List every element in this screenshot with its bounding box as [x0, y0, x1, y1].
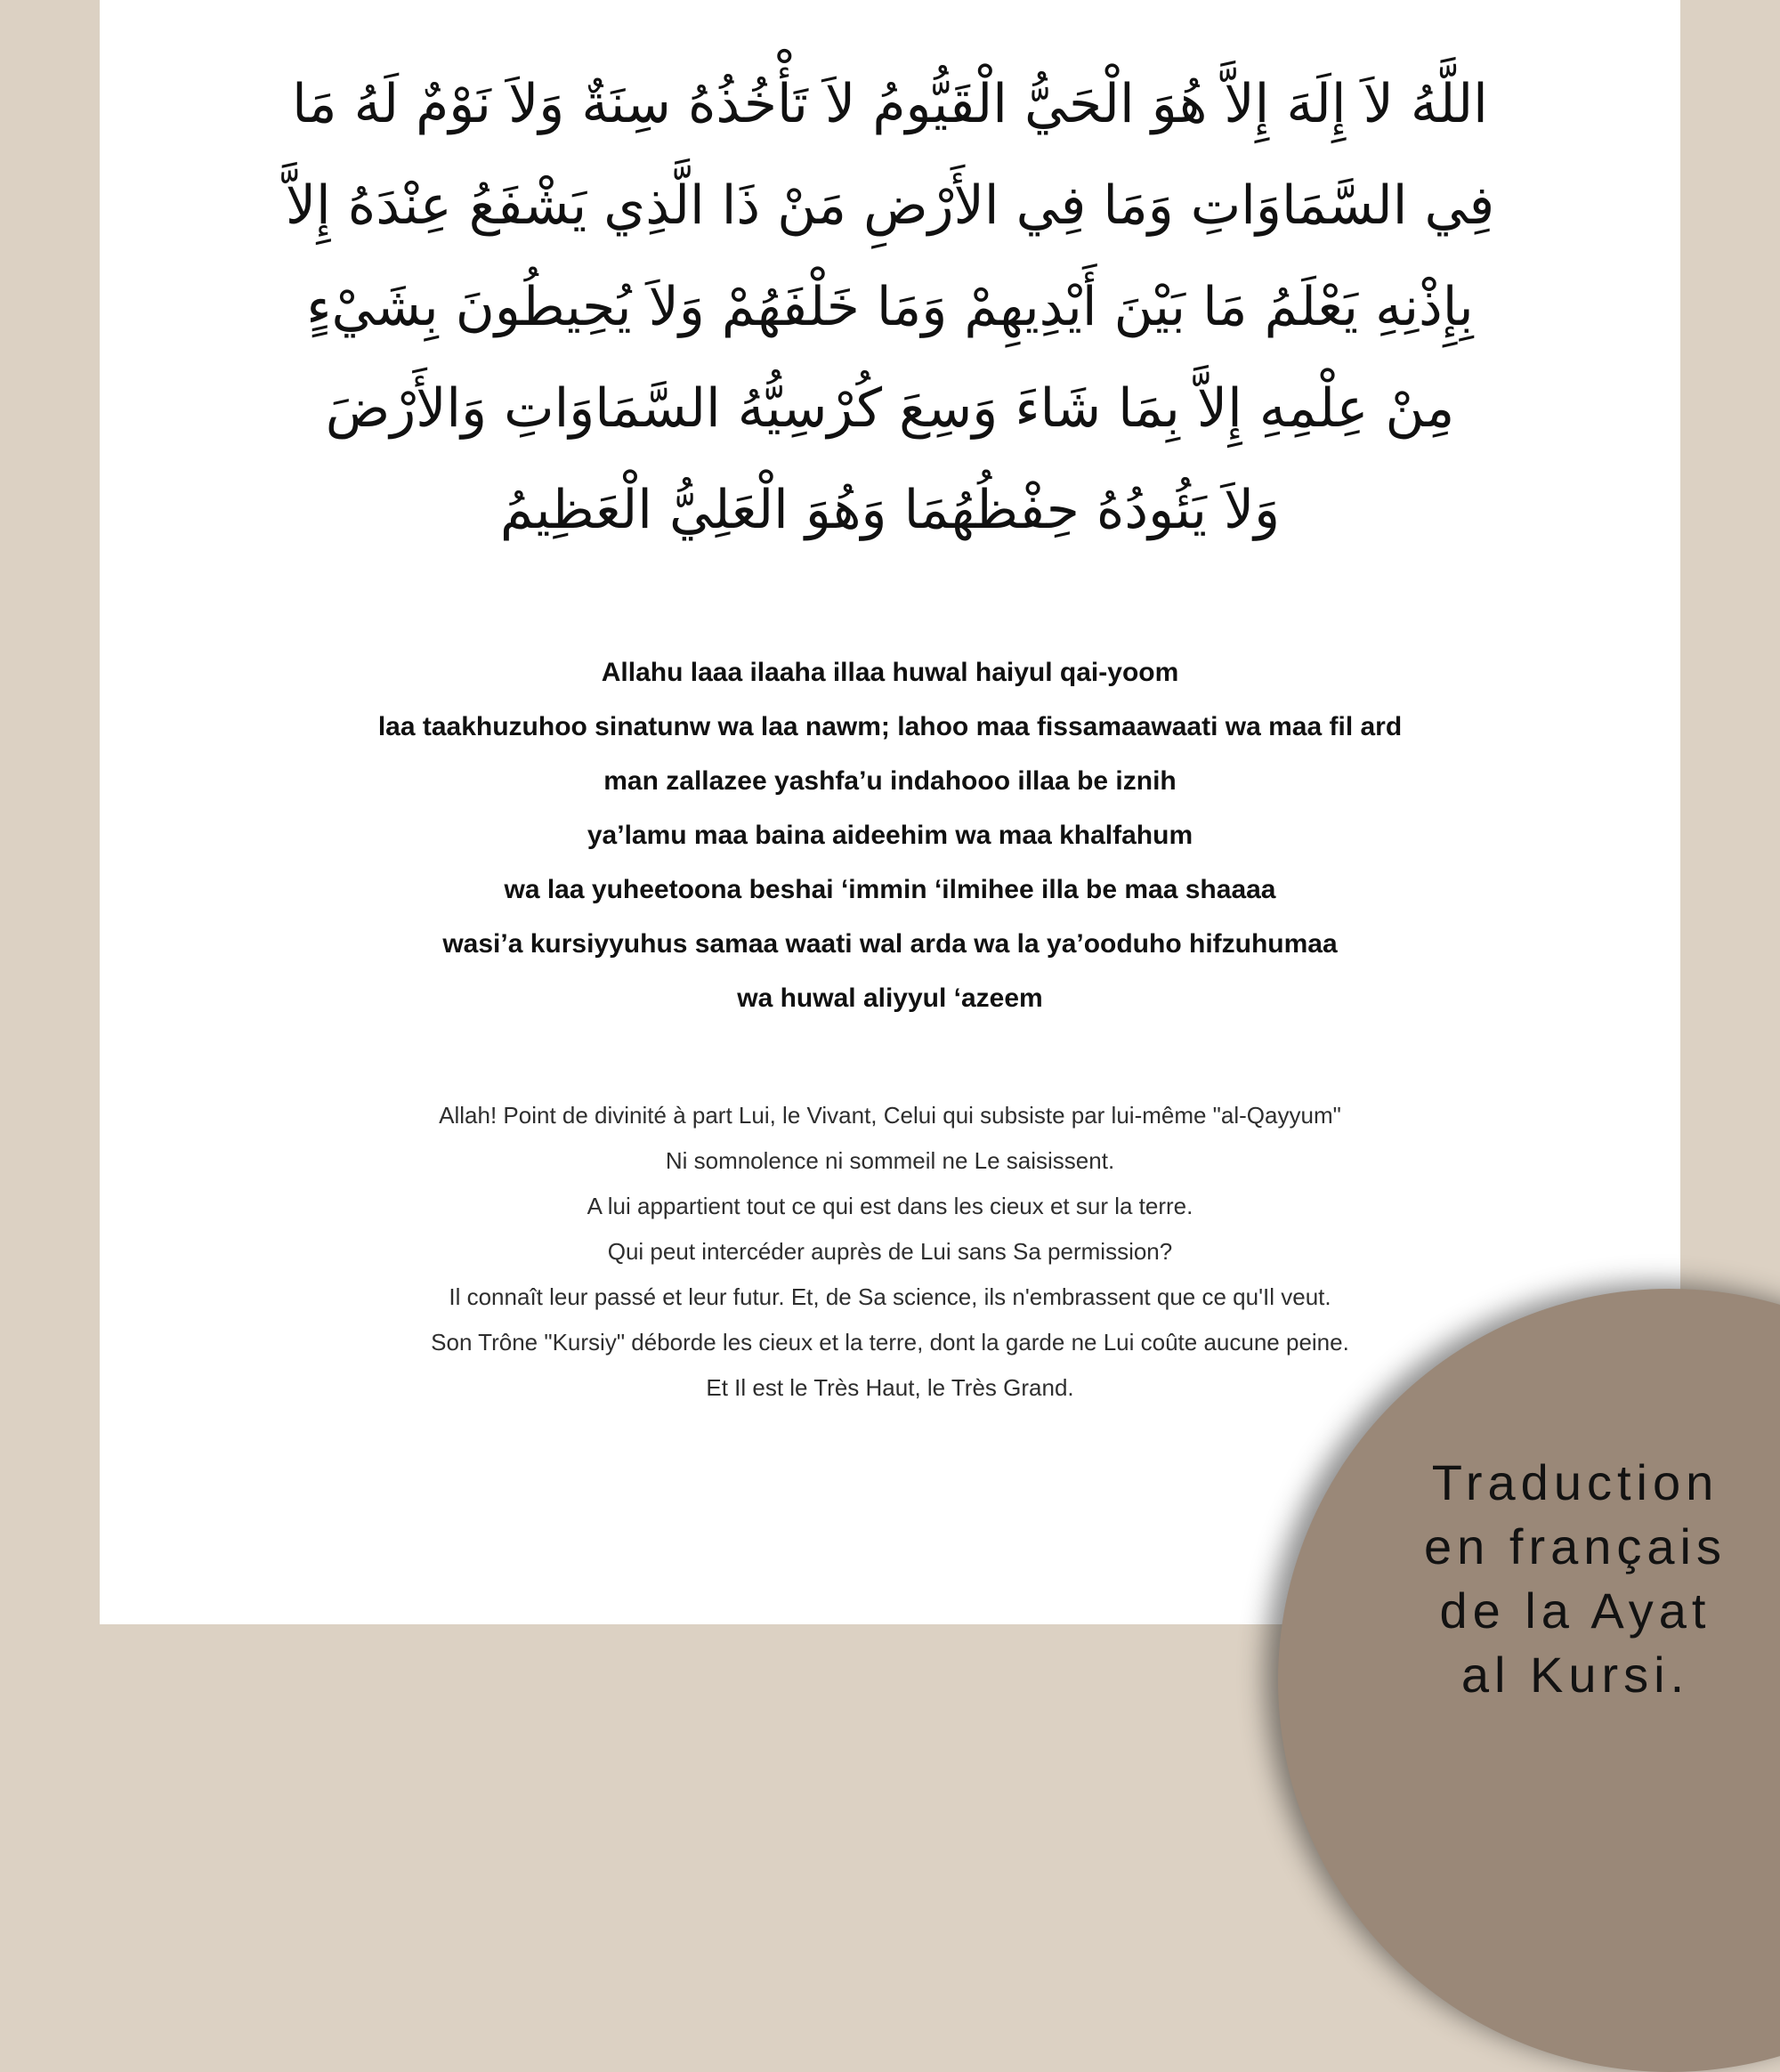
transliteration-line: man zallazee yashfa’u indahooo illaa be iznih: [603, 766, 1177, 796]
transliteration-line: ya’lamu maa baina aideehim wa maa khalfahum: [587, 821, 1193, 850]
transliteration-line: laa taakhuzuhoo sinatunw wa laa nawm; lahoo maa fissamaawaati wa maa fil ard: [377, 712, 1403, 741]
french-line: Il connaît leur passé et leur futur. Et, de Sa science, ils n'embrassent que ce qu'Il veut.: [449, 1283, 1331, 1310]
arabic-line: بِإِذْنِهِ يَعْلَمُ مَا بَيْنَ أَيْدِيهِمْ وَمَا خَلْفَهُمْ وَلاَ يُحِيطُونَ بِشَيْءٍ: [306, 276, 1474, 338]
arabic-line: اللَّهُ لاَ إِلَهَ إِلاَّ هُوَ الْحَيُّ الْقَيُّومُ لاَ تَأْخُذُهُ سِنَةٌ وَلاَ نَوْمٌ لَهُ مَا: [292, 73, 1488, 135]
french-line: A lui appartient tout ce qui est dans les cieux et sur la terre.: [587, 1193, 1193, 1219]
arabic-line: فِي السَّمَاوَاتِ وَمَا فِي الأَرْضِ مَنْ ذَا الَّذِي يَشْفَعُ عِنْدَهُ إِلاَّ: [285, 174, 1495, 237]
badge-caption-line: Traduction: [1431, 1454, 1719, 1510]
transliteration-block: [100, 645, 1680, 1025]
transliteration-line: wa laa yuheetoona beshai ‘immin ‘ilmihee illa be maa shaaaa: [504, 875, 1276, 904]
badge-caption-line: al Kursi.: [1460, 1647, 1690, 1703]
transliteration-line: Allahu laaa ilaaha illaa huwal haiyul qai-yoom: [601, 658, 1179, 687]
badge-caption-line: de la Ayat: [1439, 1582, 1711, 1639]
french-line: Et Il est le Très Haut, le Très Grand.: [706, 1374, 1074, 1401]
french-line: Ni somnolence ni sommeil ne Le saisissent.: [665, 1147, 1115, 1174]
french-line: Allah! Point de divinité à part Lui, le Vivant, Celui qui subsiste par lui-même "al-Qayyum": [439, 1102, 1341, 1129]
transliteration-line: wa huwal aliyyul ‘azeem: [737, 983, 1043, 1013]
badge-caption-line: en français: [1424, 1518, 1727, 1574]
french-line: Qui peut intercéder auprès de Lui sans Sa permission?: [607, 1238, 1173, 1265]
arabic-line: وَلاَ يَئُودُهُ حِفْظُهُمَا وَهُوَ الْعَلِيُّ الْعَظِيمُ: [499, 479, 1281, 541]
transliteration-line: wasi’a kursiyyuhus samaa waati wal arda wa la ya’ooduho hifzuhumaa: [442, 929, 1338, 959]
badge-caption: [1344, 1451, 1780, 1707]
arabic-line: مِنْ عِلْمِهِ إِلاَّ بِمَا شَاءَ وَسِعَ كُرْسِيُّهُ السَّمَاوَاتِ وَالأَرْضَ: [325, 377, 1455, 440]
arabic-verse: [100, 53, 1680, 561]
french-line: Son Trône "Kursiy" déborde les cieux et la terre, dont la garde ne Lui coûte aucune peine.: [431, 1329, 1349, 1356]
